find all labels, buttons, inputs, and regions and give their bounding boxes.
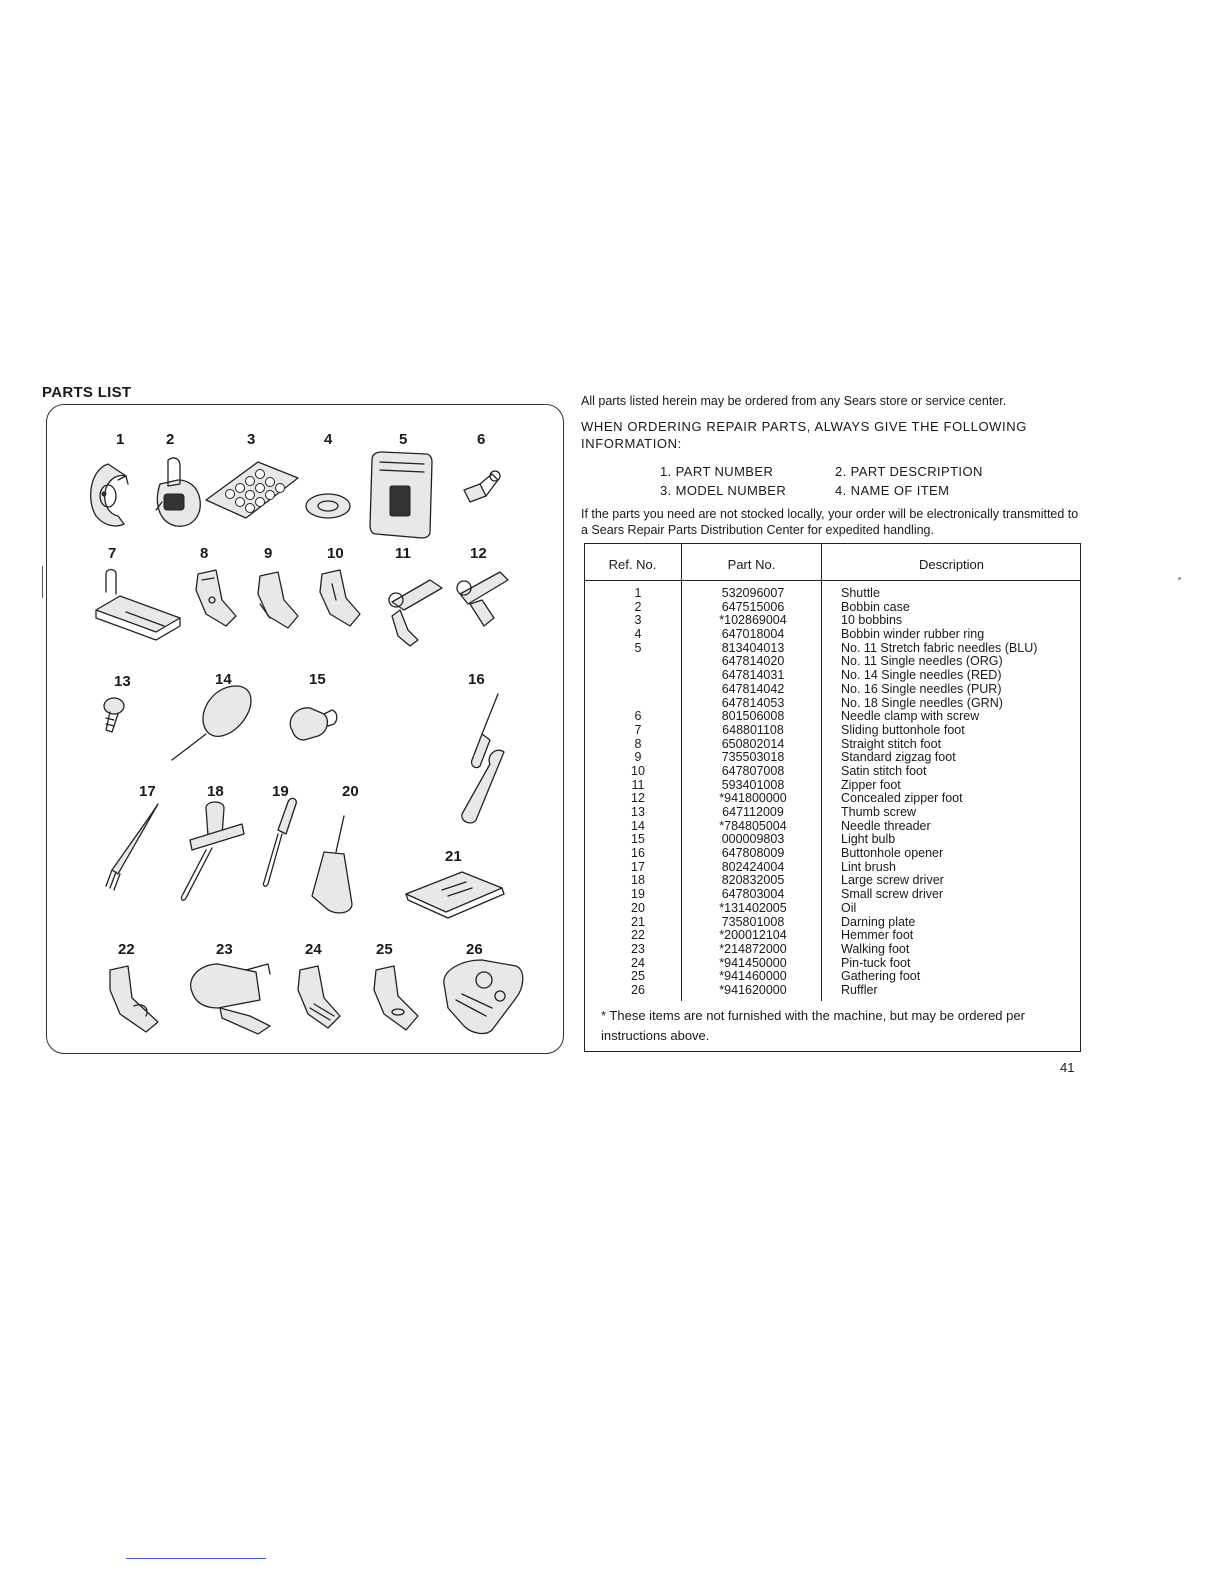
- table-cell-part: 647808009: [721, 846, 785, 861]
- table-cell-ref: [620, 655, 656, 669]
- item-label-3: 3: [247, 431, 256, 448]
- header-description: Description: [918, 557, 985, 572]
- table-cell-desc: Light bulb: [841, 832, 896, 847]
- table-cell-desc: No. 11 Stretch fabric needles (BLU): [841, 640, 1038, 655]
- table-cell-ref: 23: [631, 941, 645, 956]
- buttonhole-opener-drawing: [462, 694, 504, 823]
- item-label-16: 16: [468, 671, 485, 688]
- table-cell-ref: 12: [631, 791, 645, 806]
- oil-bottle-drawing: [312, 816, 352, 913]
- table-cell-ref: 21: [631, 914, 645, 929]
- table-cell-desc: Ruffler: [841, 982, 878, 997]
- small-screw-driver-drawing: [263, 798, 296, 886]
- item-label-20: 20: [342, 783, 359, 800]
- needle-pack-drawing: [370, 452, 432, 538]
- footnote: * These items are not furnished with the machine, but may be ordered per instructions above.: [601, 1008, 1025, 1043]
- table-cell-desc: Large screw driver: [841, 873, 944, 888]
- table-cell-desc: Darning plate: [841, 914, 916, 929]
- header-part-no: Part No.: [727, 557, 776, 572]
- ref-no-column: [620, 587, 656, 998]
- table-cell-desc: Walking foot: [841, 941, 910, 956]
- table-cell-part: 650802014: [721, 736, 785, 751]
- walking-foot-drawing: [191, 964, 270, 1034]
- info-item-model-number: 3. MODEL NUMBER: [660, 483, 787, 498]
- item-label-23: 23: [216, 941, 233, 958]
- bobbin-case-drawing: [156, 458, 200, 526]
- table-cell-ref: 10: [631, 763, 645, 778]
- table-cell-part: *941460000: [719, 969, 787, 984]
- table-cell-part: 593401008: [721, 777, 785, 792]
- table-cell-part: 647112009: [722, 805, 784, 819]
- table-cell-desc: Needle clamp with screw: [841, 709, 980, 724]
- lint-brush-drawing: [106, 804, 158, 890]
- table-cell-part: *941450000: [719, 955, 787, 970]
- item-label-7: 7: [108, 545, 117, 562]
- table-divider-2: [821, 543, 822, 1001]
- table-cell-part: 735503018: [721, 750, 785, 765]
- item-label-24: 24: [305, 941, 322, 958]
- darning-plate-drawing: [406, 872, 504, 918]
- table-cell-part: 648801108: [722, 722, 784, 737]
- table-cell-part: 647814053: [721, 695, 785, 710]
- item-label-5: 5: [399, 431, 408, 448]
- table-cell-part: 820832005: [721, 873, 785, 888]
- table-cell-desc: No. 16 Single needles (PUR): [841, 681, 1002, 696]
- info-item-part-description: 2. PART DESCRIPTION: [835, 464, 983, 479]
- table-cell-part: *200012104: [719, 928, 787, 943]
- pin-tuck-foot-drawing: [298, 966, 340, 1028]
- item-label-11: 11: [395, 545, 411, 562]
- table-cell-ref: [620, 683, 656, 697]
- table-cell-ref: 11: [631, 777, 645, 792]
- info-item-part-number: 1. PART NUMBER: [660, 464, 774, 479]
- table-cell-desc: Standard zigzag foot: [841, 750, 956, 765]
- table-cell-desc: Concealed zipper foot: [841, 791, 963, 806]
- stock-note: If the parts you need are not stocked locally, your order will be electronically transmitted to a Sears Repair Parts Distribution Center for expedited handling.: [581, 507, 1079, 537]
- item-label-1: 1: [116, 431, 125, 448]
- table-cell-desc: Bobbin case: [841, 599, 910, 614]
- table-cell-ref: 7: [634, 722, 642, 737]
- table-cell-desc: Sliding buttonhole foot: [841, 722, 965, 737]
- item-label-25: 25: [376, 941, 393, 958]
- table-cell-desc: No. 14 Single needles (RED): [841, 668, 1002, 683]
- table-cell-ref: 8: [634, 736, 642, 751]
- sliding-buttonhole-foot-drawing: [96, 570, 180, 641]
- table-cell-ref: 22: [631, 928, 645, 943]
- bobbins-pack-drawing: [206, 462, 298, 518]
- item-label-22: 22: [118, 941, 135, 958]
- table-cell-ref: 14: [631, 818, 645, 833]
- ordering-intro: All parts listed herein may be ordered from any Sears store or service center.: [581, 394, 1007, 408]
- item-label-2: 2: [166, 431, 175, 448]
- straight-stitch-foot-drawing: [196, 570, 236, 626]
- item-label-10: 10: [327, 545, 344, 562]
- table-cell-desc: Zipper foot: [841, 777, 901, 792]
- speck: [1178, 577, 1181, 580]
- table-cell-desc: Thumb screw: [841, 805, 917, 819]
- table-cell-desc: Bobbin winder rubber ring: [841, 627, 985, 642]
- table-cell-part: 647807008: [721, 763, 785, 778]
- table-cell-ref: 18: [631, 873, 645, 888]
- table-cell-ref: 2: [634, 599, 642, 614]
- needle-threader-drawing: [172, 686, 251, 760]
- gathering-foot-drawing: [374, 966, 418, 1030]
- table-cell-part: 735801008: [721, 914, 785, 929]
- table-cell-part: 647515006: [721, 599, 785, 614]
- item-label-8: 8: [200, 545, 209, 562]
- item-label-26: 26: [466, 941, 483, 958]
- item-label-19: 19: [272, 783, 289, 800]
- table-cell-ref: 17: [631, 859, 645, 874]
- table-cell-ref: 3: [634, 613, 642, 628]
- table-cell-ref: 15: [631, 832, 645, 847]
- table-cell-desc: Satin stitch foot: [841, 763, 927, 778]
- table-cell-desc: Pin-tuck foot: [841, 955, 911, 970]
- zigzag-foot-drawing: [258, 572, 298, 628]
- table-cell-ref: 1: [634, 586, 642, 600]
- table-cell-part: 647803004: [721, 887, 785, 902]
- table-cell-ref: 20: [631, 900, 645, 915]
- ruffler-drawing: [444, 960, 523, 1033]
- table-cell-part: 647814020: [721, 654, 785, 669]
- parts-list-heading: PARTS LIST: [42, 384, 132, 401]
- shuttle-drawing: [91, 464, 128, 526]
- header-ref-no: Ref. No.: [608, 557, 657, 572]
- table-cell-part: 647814031: [721, 668, 785, 683]
- table-cell-desc: Straight stitch foot: [841, 736, 942, 751]
- table-cell-ref: [620, 669, 656, 683]
- table-cell-desc: Lint brush: [841, 859, 896, 874]
- table-cell-ref: 26: [631, 982, 645, 997]
- table-cell-part: *784805004: [719, 818, 787, 833]
- margin-mark: [42, 566, 43, 598]
- thumb-screw-drawing: [104, 698, 124, 732]
- table-cell-ref: 24: [631, 955, 645, 970]
- table-cell-part: *941800000: [719, 791, 787, 806]
- table-cell-part: 532096007: [721, 586, 785, 600]
- concealed-zipper-foot-drawing: [457, 572, 508, 626]
- table-cell-desc: Shuttle: [841, 586, 880, 600]
- light-bulb-drawing: [290, 708, 337, 740]
- table-cell-desc: Small screw driver: [841, 887, 944, 902]
- zipper-foot-drawing: [389, 580, 442, 646]
- description-column: [841, 587, 1077, 998]
- table-cell-ref: [620, 697, 656, 711]
- table-cell-part: *941620000: [719, 982, 787, 997]
- table-cell-ref: 6: [634, 709, 642, 724]
- item-label-17: 17: [139, 783, 156, 800]
- satin-stitch-foot-drawing: [320, 570, 360, 626]
- item-label-14: 14: [215, 671, 232, 688]
- table-cell-desc: No. 11 Single needles (ORG): [841, 654, 1003, 669]
- bottom-rule: [126, 1558, 266, 1559]
- table-cell-ref: 4: [634, 627, 642, 642]
- table-cell-part: *214872000: [719, 941, 787, 956]
- table-cell-ref: 25: [631, 969, 645, 984]
- table-cell-part: 647018004: [721, 627, 785, 642]
- large-screw-driver-drawing: [181, 802, 244, 900]
- item-label-9: 9: [264, 545, 273, 562]
- table-cell-desc: 10 bobbins: [841, 613, 903, 628]
- table-cell-part: 813404013: [721, 640, 785, 655]
- parts-illustration: [46, 404, 564, 1054]
- rubber-ring-drawing: [306, 494, 350, 518]
- ordering-instructions: WHEN ORDERING REPAIR PARTS, ALWAYS GIVE THE FOLLOWING INFORMATION:: [581, 419, 1027, 451]
- table-cell-desc: Hemmer foot: [841, 928, 914, 943]
- hemmer-foot-drawing: [110, 966, 158, 1032]
- table-cell-part: *102869004: [719, 613, 787, 628]
- table-cell-desc: Gathering foot: [841, 969, 921, 984]
- needle-clamp-drawing: [464, 471, 500, 502]
- item-label-21: 21: [445, 848, 462, 865]
- page-number: 41: [1060, 1060, 1075, 1075]
- table-cell-desc: Oil: [841, 900, 857, 915]
- table-cell-part: 801506008: [721, 709, 785, 724]
- table-cell-ref: 13: [631, 805, 645, 819]
- table-cell-part: 802424004: [721, 859, 785, 874]
- table-cell-ref: 19: [631, 887, 645, 902]
- table-cell-desc: Needle threader: [841, 818, 931, 833]
- table-cell-ref: 5: [634, 640, 642, 655]
- table-cell-part: 000009803: [721, 832, 785, 847]
- table-divider-1: [681, 543, 682, 1001]
- item-label-4: 4: [324, 431, 333, 448]
- part-no-column: [692, 587, 814, 998]
- table-cell-desc: No. 18 Single needles (GRN): [841, 695, 1003, 710]
- table-cell-ref: 16: [631, 846, 645, 861]
- info-item-name-of-item: 4. NAME OF ITEM: [835, 483, 950, 498]
- item-label-12: 12: [470, 545, 487, 562]
- table-cell-part: *131402005: [719, 900, 787, 915]
- table-cell-part: 647814042: [721, 681, 785, 696]
- item-label-15: 15: [309, 671, 326, 688]
- table-cell-ref: 9: [634, 750, 642, 765]
- item-label-13: 13: [114, 673, 131, 690]
- item-label-18: 18: [207, 783, 224, 800]
- item-label-6: 6: [477, 431, 486, 448]
- table-cell-desc: Buttonhole opener: [841, 846, 944, 861]
